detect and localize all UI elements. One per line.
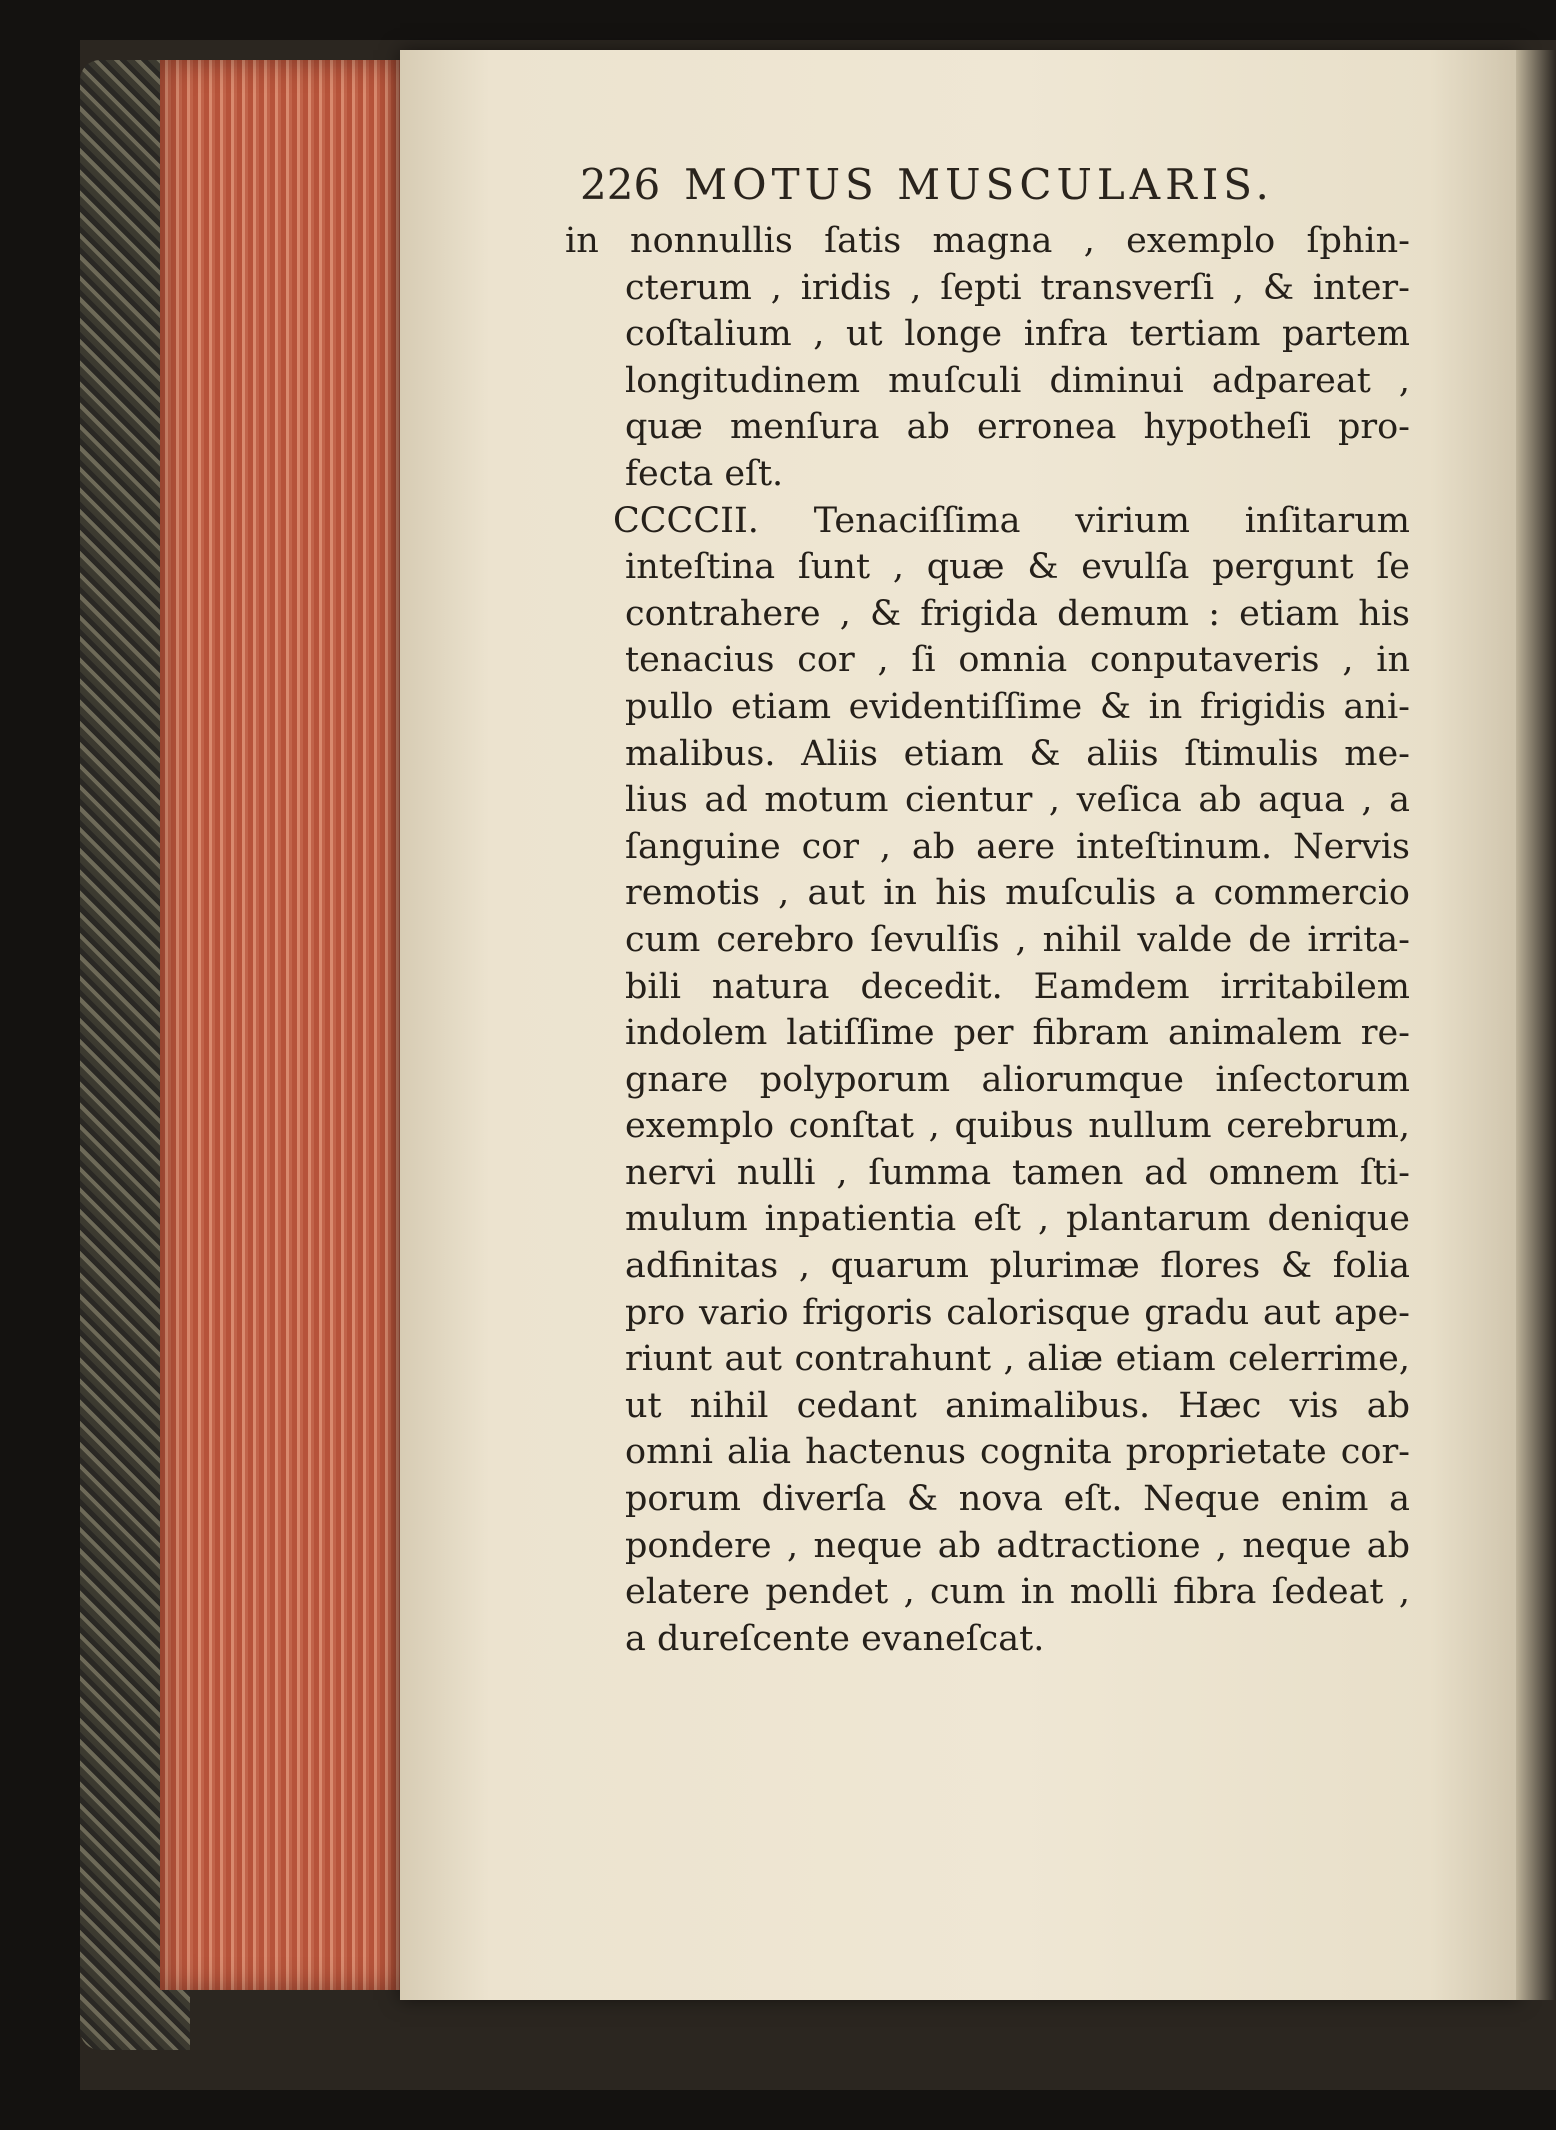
text-line: pondere , neque ab adtractione , neque ab — [625, 1525, 1410, 1566]
book-gutter — [1516, 50, 1556, 2000]
text-line: fecta eſt. — [625, 453, 784, 494]
text-line: inteſtina ſunt , quæ & evulſa pergunt ſe — [625, 547, 1410, 588]
body-text — [565, 218, 1410, 1662]
text-line: nervi nulli , ſumma tamen ad omnem ſti- — [625, 1152, 1410, 1193]
text-line: elatere pendet , cum in molli fibra ſedeat , — [625, 1572, 1410, 1613]
text-line: indolem latiſſime per fibram animalem re- — [625, 1013, 1410, 1054]
text-line: omni alia hactenus cognita proprietate cor- — [625, 1432, 1410, 1473]
text-line: adfinitas , quarum plurimæ flores & folia — [625, 1246, 1410, 1287]
running-head — [580, 160, 1360, 209]
text-line: remotis , aut in his muſculis a commercio — [625, 873, 1410, 914]
text-line: ſanguine cor , ab aere inteſtinum. Nervis — [625, 826, 1410, 867]
text-line: exemplo conſtat , quibus nullum cerebrum, — [625, 1106, 1410, 1147]
text-line: quæ menſura ab erronea hypotheſi pro- — [625, 407, 1410, 448]
text-line: bili natura decedit. Eamdem irritabilem — [625, 966, 1410, 1007]
text-line: cterum , iridis , ſepti transverſi , & inter- — [625, 267, 1410, 308]
text-line: tenacius cor , ſi omnia conputaveris , in — [625, 640, 1410, 681]
text-line: a dureſcente evaneſcat. — [625, 1618, 1045, 1659]
running-head-title: MOTUS MUSCULARIS. — [684, 160, 1274, 209]
text-line: pro vario frigoris calorisque gradu aut ape- — [625, 1292, 1410, 1333]
text-line: coſtalium , ut longe infra tertiam partem — [625, 314, 1410, 355]
text-line: malibus. Aliis etiam & aliis ſtimulis me- — [625, 733, 1410, 774]
text-line: lius ad motum cientur , veſica ab aqua , a — [625, 780, 1410, 821]
text-line: porum diverſa & nova eſt. Neque enim a — [625, 1479, 1410, 1520]
text-line: cum cerebro ſevulſis , nihil valde de irrita- — [625, 919, 1410, 960]
text-line: contrahere , & frigida demum : etiam his — [625, 593, 1410, 634]
text-line: mulum inpatientia eſt , plantarum denique — [625, 1199, 1410, 1240]
text-line: riunt aut contrahunt , aliæ etiam celerrime, — [625, 1339, 1410, 1380]
text-line: in nonnullis ſatis magna , exemplo ſphin- — [565, 221, 1410, 261]
text-line: longitudinem muſculi diminui adpareat , — [625, 360, 1410, 401]
paragraph-start-line: CCCCII. Tenaciſſima virium inſitarum — [613, 500, 1410, 541]
page-edges-stack — [160, 60, 405, 1990]
text-line: pullo etiam evidentiſſime & in frigidis ani- — [625, 686, 1410, 727]
text-line: gnare polyporum aliorumque inſectorum — [625, 1059, 1410, 1100]
page-number: 226 — [580, 160, 661, 209]
text-line: ut nihil cedant animalibus. Hæc vis ab — [625, 1385, 1410, 1426]
